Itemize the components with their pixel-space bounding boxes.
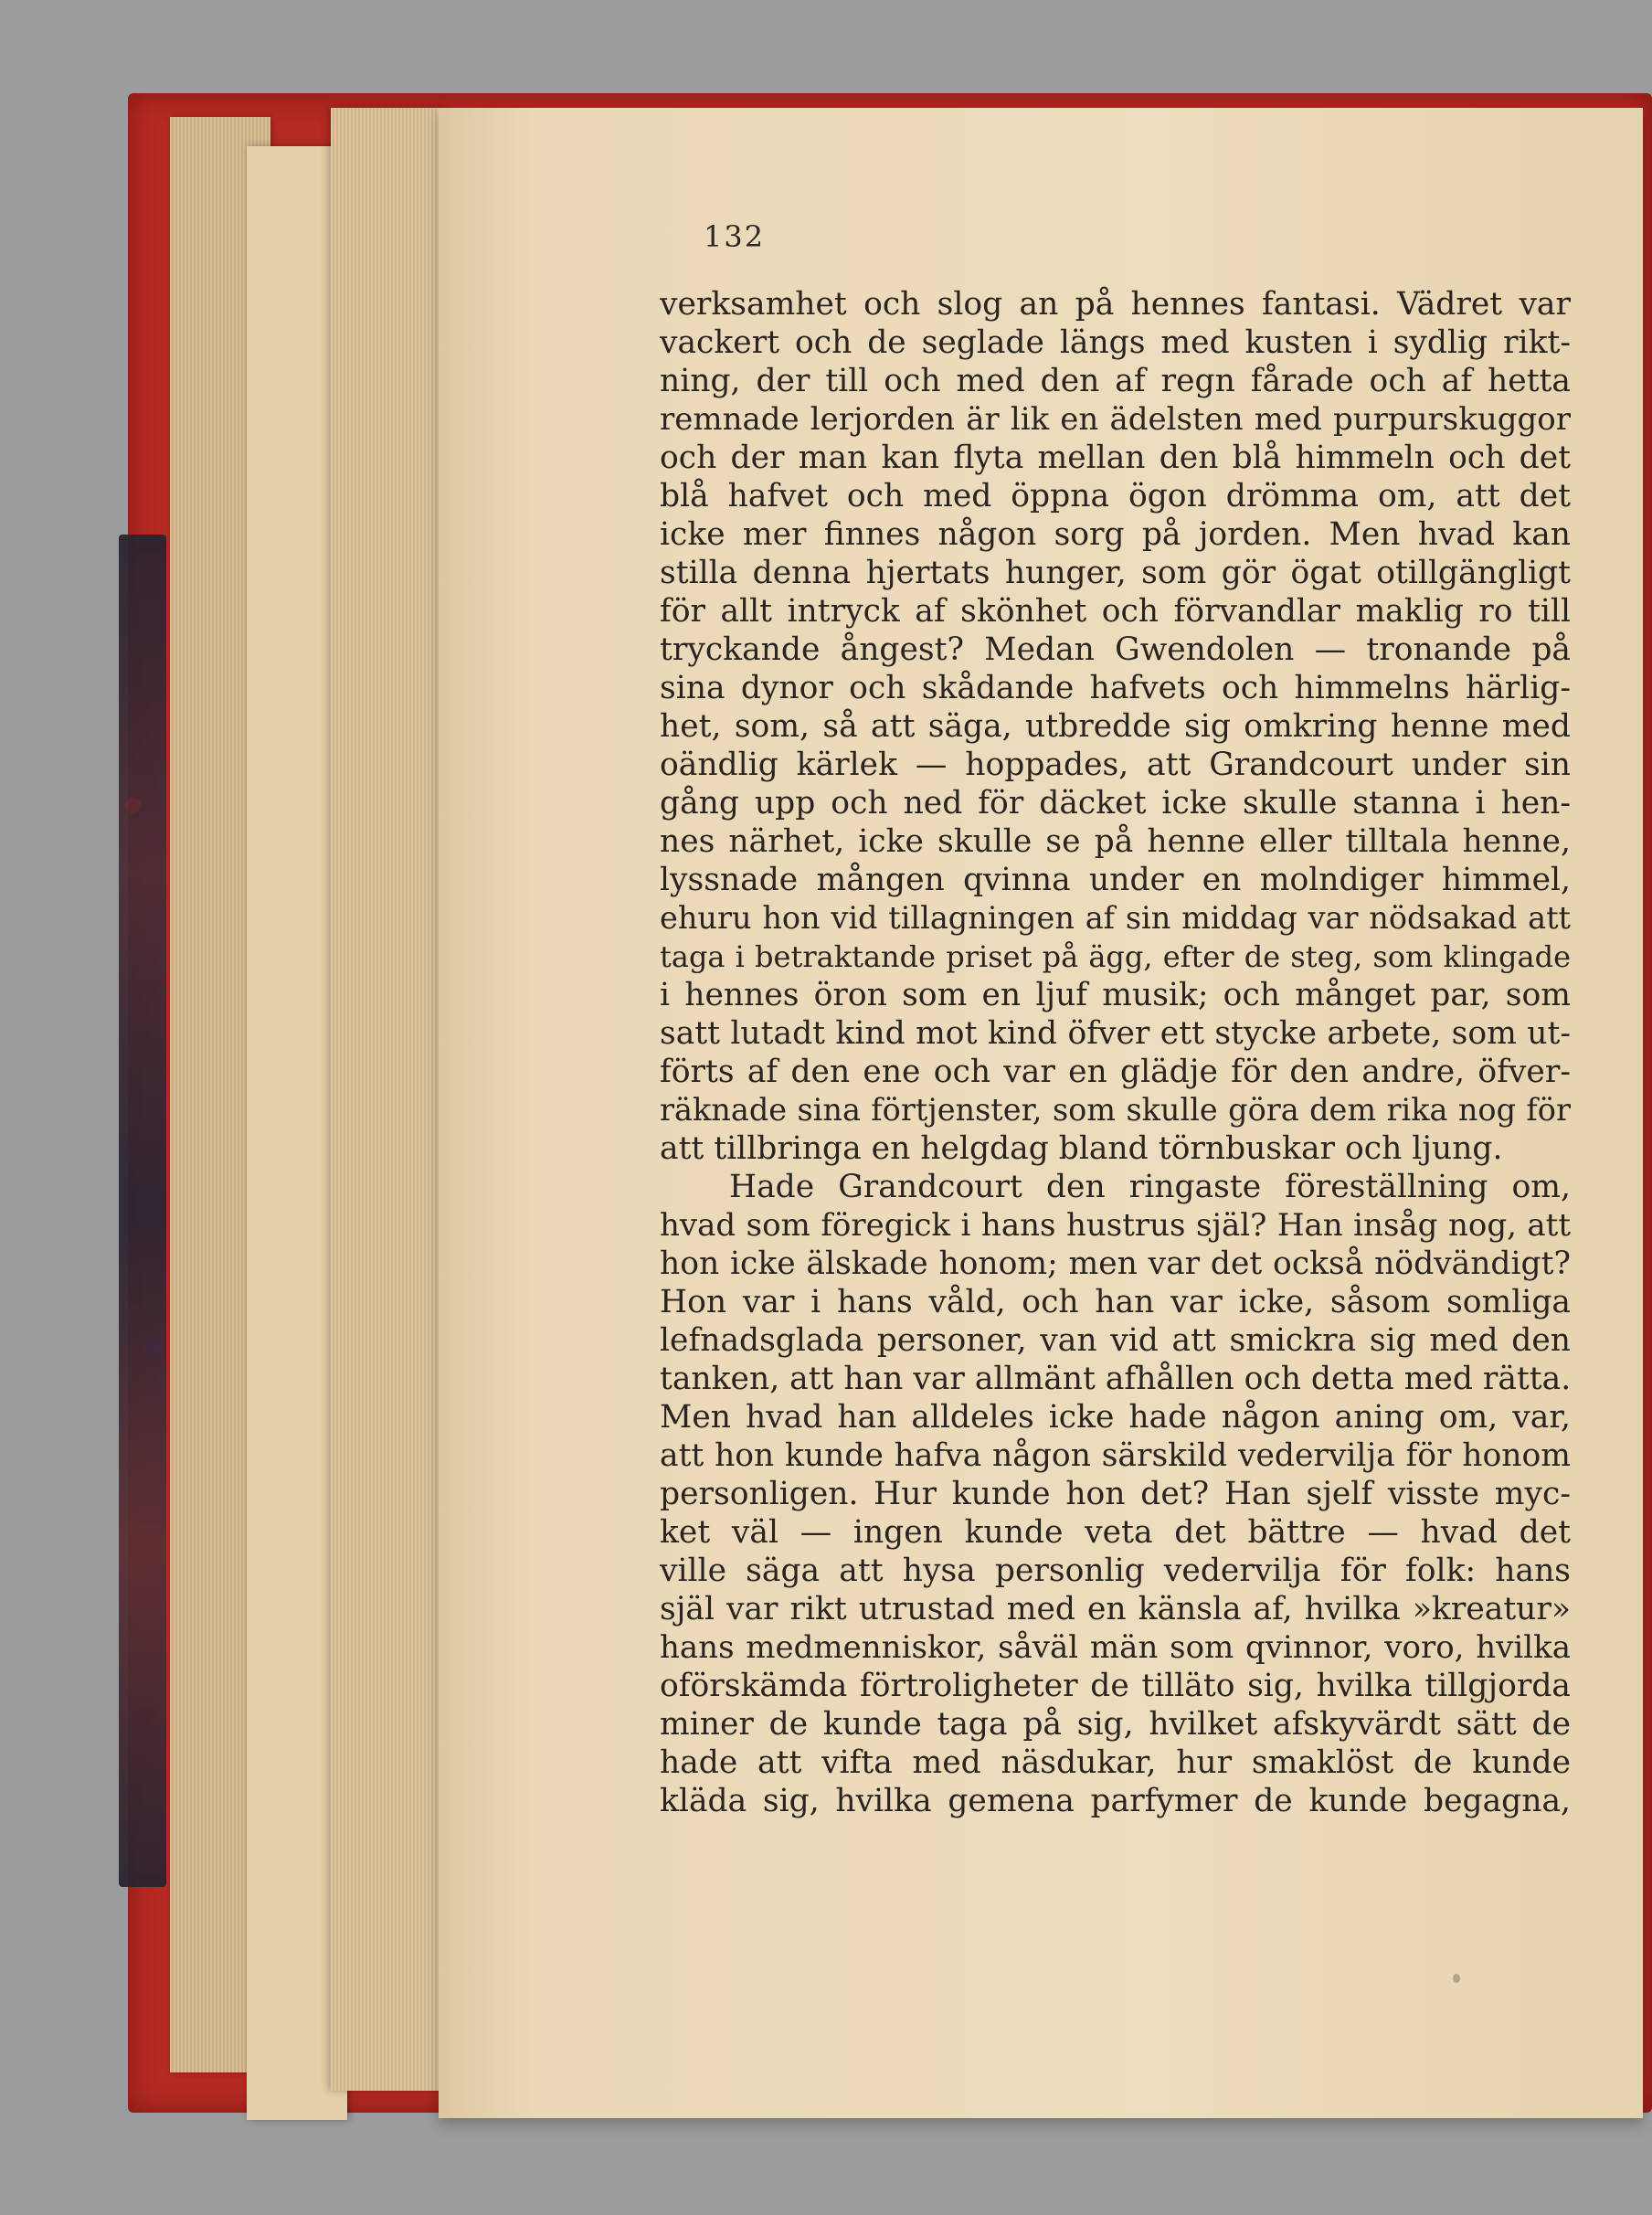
text-line: i hennes öron som en ljuf musik; och månget par, som — [660, 977, 1571, 1013]
text-line: kläda sig, hvilka gemena parfymer de kunde begagna, — [660, 1783, 1571, 1819]
text-line: hvad som föregick i hans hustrus själ? Han insåg nog, att — [660, 1207, 1571, 1244]
text-line: icke mer finnes någon sorg på jorden. Men hvad kan — [660, 516, 1571, 553]
text-line: taga i betraktande priset på ägg, efter de steg, som klingade — [660, 939, 1571, 974]
text-line: själ var rikt utrustad med en känsla af, hvilka »kreatur» — [660, 1591, 1571, 1627]
text-line: hon icke älskade honom; men var det också nödvändigt? — [660, 1245, 1571, 1282]
text-line: personligen. Hur kunde hon det? Han sjelf visste myc- — [660, 1476, 1571, 1512]
text-line: hade att vifta med näsdukar, hur smaklöst de kunde — [660, 1744, 1571, 1781]
text-line: tryckande ångest? Medan Gwendolen — tronande på — [660, 631, 1571, 668]
text-line: att hon kunde hafva någon särskild vedervilja för honom — [660, 1437, 1571, 1474]
text-line: remnade lerjorden är lik en ädelsten med purpurskuggor — [660, 401, 1571, 438]
text-line: oändlig kärlek — hoppades, att Grandcourt under sin — [660, 747, 1571, 783]
text-line: miner de kunde taga på sig, hvilket afskyvärdt sätt de — [660, 1706, 1571, 1743]
text-line: blå hafvet och med öppna ögon drömma om, att det — [660, 478, 1571, 514]
text-line: för allt intryck af skönhet och förvandlar maklig ro till — [660, 593, 1571, 630]
text-line: vackert och de seglade längs med kusten i sydlig rikt- — [660, 324, 1571, 361]
text-line: nes närhet, icke skulle se på henne eller tilltala henne, — [660, 823, 1571, 860]
text-line: Men hvad han alldeles icke hade någon aning om, var, — [660, 1399, 1571, 1436]
page-number: 132 — [704, 219, 766, 254]
text-line: ehuru hon vid tillagningen af sin middag var nödsakad att — [660, 900, 1571, 936]
text-line: verksamhet och slog an på hennes fantasi. Vädret var — [660, 286, 1571, 323]
text-line: ville säga att hysa personlig vedervilja för folk: hans — [660, 1553, 1571, 1589]
text-line: gång upp och ned för däcket icke skulle stanna i hen- — [660, 785, 1571, 821]
text-line: ning, der till och med den af regn fårade och af hetta — [660, 363, 1571, 399]
text-line: oförskämda förtroligheter de tilläto sig, hvilka tillgjorda — [660, 1668, 1571, 1704]
text-line: lyssnade mången qvinna under en molndiger himmel, — [660, 862, 1571, 898]
text-line: förts af den ene och var en glädje för den andre, öfver- — [660, 1054, 1571, 1090]
text-line: ket väl — ingen kunde veta det bättre — hvad det — [660, 1514, 1571, 1551]
paper-blemish — [1453, 1974, 1460, 1983]
text-line: satt lutadt kind mot kind öfver ett stycke arbete, som ut- — [660, 1015, 1571, 1052]
text-line: sina dynor och skådande hafvets och himmelns härlig- — [660, 670, 1571, 706]
text-line: att tillbringa en helgdag bland törnbuskar och ljung. — [660, 1130, 1503, 1167]
marbled-spine — [119, 535, 166, 1887]
text-line: tanken, att han var allmänt afhållen och detta med rätta. — [660, 1361, 1571, 1397]
right-page-edges — [331, 108, 450, 2091]
text-line: och der man kan flyta mellan den blå himmeln och det — [660, 440, 1571, 476]
text-line: lefnadsglada personer, van vid att smickra sig med den — [660, 1322, 1571, 1359]
text-line: hans medmenniskor, såväl män som qvinnor, voro, hvilka — [660, 1629, 1571, 1666]
text-line: Hade Grandcourt den ringaste föreställning om, — [729, 1169, 1571, 1205]
text-line: Hon var i hans våld, och han var icke, såsom somliga — [660, 1284, 1571, 1320]
text-line: räknade sina förtjenster, som skulle göra dem rika nog för — [660, 1092, 1571, 1128]
page-body-text — [660, 285, 1571, 1820]
text-line: stilla denna hjertats hunger, som gör ögat otillgängligt — [660, 555, 1571, 591]
text-line: het, som, så att säga, utbredde sig omkring henne med — [660, 708, 1571, 745]
